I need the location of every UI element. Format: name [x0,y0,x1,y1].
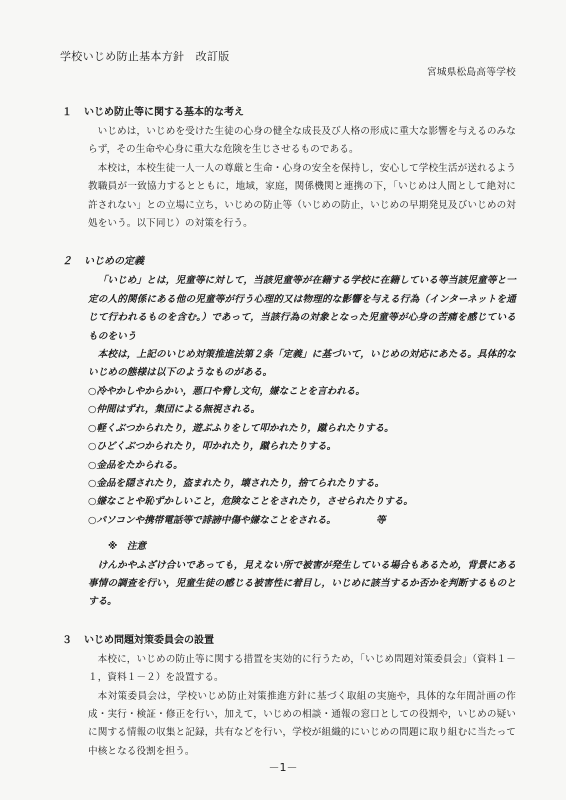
school-name: 宮城県松島高等学校 [426,67,516,78]
list-item [88,512,516,530]
section-heading [60,253,516,271]
list-item: ○金品をたかられる。 [88,459,183,471]
list-item-text: ○パソコンや携帯電話等で誹謗中傷や嫌なことをされる。 [88,514,337,526]
paragraph: 本校は，本校生徒一人一人の尊厳と生命・心身の安全を保持し，安心して学校生活が送れるよう教職員が一致協力するとともに，地域，家庭，関係機関と連携の下，「いじめは人間として絶対に許されない」との立場に立ち，いじめの防止等（いじめの防止，いじめの早期発見及びいじめの対処をいう。以下同じ）の対策を行う。 [88,162,516,230]
section-number: １ [62,107,72,118]
bullying-examples-list [60,383,516,530]
section-definition [60,253,516,611]
paragraph: 本校に，いじめの防止等に関する措置を実効的に行うため，「いじめ問題対策委員会」（資料１－１，資料１－２）を設置する。 [88,653,516,684]
list-item: ○ひどくぶつかられたり，叩かれたり，蹴られたりする。 [88,441,337,453]
page-number: －1－ [268,761,298,774]
section-committee [60,632,516,761]
list-item: ○仲間はずれ，集団による無視される。 [88,404,261,416]
list-item: ○嫌なことや恥ずかしいこと，危険なことをされたり，させられたりする。 [88,496,413,508]
note-heading: ※ 注意 [108,541,147,553]
list-item: ○軽くぶつかられたり，遊ぶふりをして叩かれたり，蹴られたりする。 [88,422,394,434]
list-tail-etc: 等 [376,514,386,526]
note-body: けんかやふざけ合いであっても，見えない所で被害が発生している場合もあるため，背景にある事情の調査を行い，児童生徒の感じる被害性に着目し，いじめに該当するか否かを判断するものとする。 [88,559,516,608]
paragraph: 本校は，上記のいじめ対策推進法第２条「定義」に基づいて，いじめの対応にあたる。具体的ないじめの態様は以下のようなものがある。 [88,349,516,379]
section-title: いじめの定義 [84,256,144,268]
list-item: ○金品を隠されたり，盗まれたり，壊されたり，捨てられたりする。 [88,477,385,489]
document-title: 学校いじめ防止基本方針 改訂版 [60,50,230,63]
section-heading [60,632,516,650]
section-heading [60,104,516,122]
section-number: ３ [62,634,72,646]
section-title: いじめ問題対策委員会の設置 [84,634,214,646]
section-number: ２ [62,256,72,268]
section-title: いじめ防止等に関する基本的な考え [84,107,244,118]
definition-paragraph: 「いじめ」とは，児童等に対して，当該児童等が在籍する学校に在籍している等当該児童等と一定の人的関係にある他の児童等が行う心理的又は物理的な影響を与える行為（インターネットを通じて行われるものを含む。）であって，当該行為の対象となった児童等が心身の苦痛を感じているものをいう [88,275,516,342]
list-item: ○冷やかしやからかい，悪口や脅し文句，嫌なことを言われる。 [88,385,365,397]
paragraph: 本対策委員会は，学校いじめ防止対策推進方針に基づく取組の実施や，具体的な年間計画の作成・実行・検証・修正を行い，加えて，いじめの相談・通報の窓口としての役割や，いじめの疑いに関する情報の収集と記録，共有などを行い，学校が組織的にいじめの問題に取り組むに当たって中核となる役割を担う。 [88,690,516,757]
paragraph: いじめは，いじめを受けた生徒の心身の健全な成長及び人格の形成に重大な影響を与えるのみならず，その生命や心身に重大な危険を生じさせるものである。 [88,126,516,156]
section-basic-policy [60,104,516,233]
